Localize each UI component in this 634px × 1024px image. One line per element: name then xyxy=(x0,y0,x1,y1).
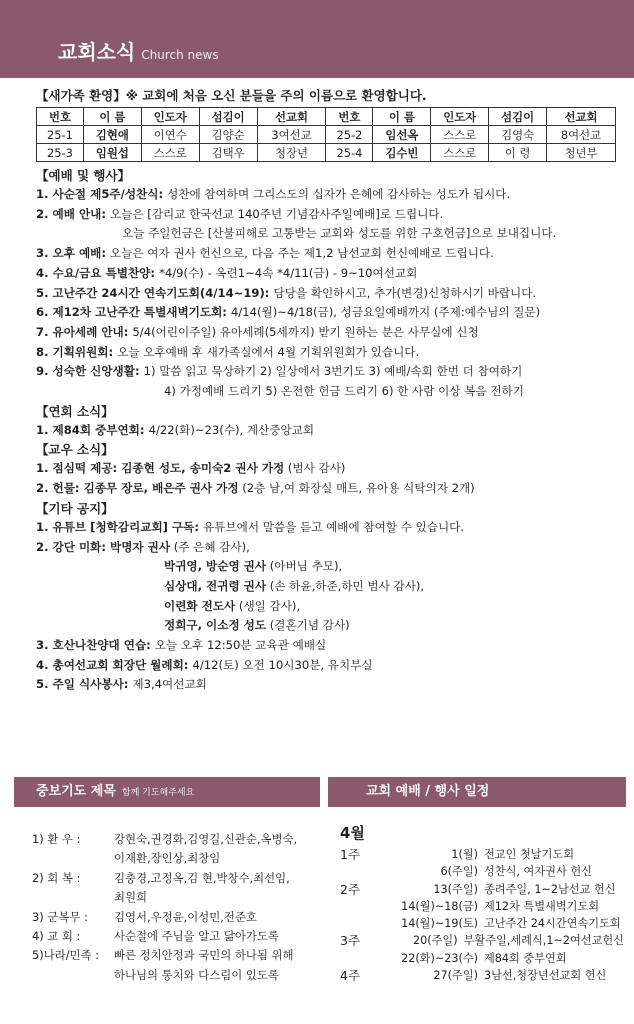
cell: 스스로 xyxy=(431,126,489,144)
item-text: (생일 감사), xyxy=(235,598,301,613)
col-header: 번호 xyxy=(326,108,373,126)
worship-item xyxy=(36,303,616,323)
schedule-date: 14(월)~19(토) xyxy=(401,917,478,931)
prayer-subtitle: 함께 기도해주세요 xyxy=(121,788,195,798)
prayer-label: 1) 환 우 : xyxy=(32,832,81,846)
item-names: 김종무 장로, 배은주 권사 가정 xyxy=(83,481,239,496)
newcomers-table xyxy=(36,107,616,162)
cell: 임선옥 xyxy=(373,126,431,144)
other-item xyxy=(36,518,616,538)
cell: 김택우 xyxy=(199,144,257,162)
other-item xyxy=(36,656,616,676)
schedule-event: 제12차 특별새벽기도회 xyxy=(484,899,600,913)
page-title xyxy=(58,36,219,65)
list-item xyxy=(340,863,624,880)
main-content xyxy=(36,86,616,695)
worship-item xyxy=(36,264,616,284)
item-label: 1. 사순절 제5주/성찬식: xyxy=(36,187,168,201)
prayer-label: 4) 교 회 : xyxy=(32,929,81,944)
list-item xyxy=(340,915,624,932)
prayer-label: 5)나라/민족 : xyxy=(32,948,100,963)
item-text: 4/14(월)~4/18(금), 성금요일예배까지 (주제:예수님의 질문) xyxy=(230,305,541,320)
list-item xyxy=(32,908,322,927)
item-label: 1. 유튜브 [청학감리교회] 구독: xyxy=(36,519,204,534)
prayer-line: 김영서,우정윤,이성민,전준호 xyxy=(114,909,257,924)
item-text: 유튜브에서 말씀을 듣고 예배에 참여할 수 있습니다. xyxy=(203,519,465,534)
schedule-week: 1주 xyxy=(340,847,361,862)
item-text: (2층 남,여 화장실 매트, 유아용 식탁의자 2개) xyxy=(238,481,475,496)
item-text: 4) 가정예배 드리기 5) 온전한 헌금 드리기 6) 한 사람 이상 복음 전하기 xyxy=(164,384,524,399)
cell: 8여선교 xyxy=(547,126,616,144)
schedule-title: 교회 예배 / 행사 일정 xyxy=(366,784,490,799)
prayer-title: 중보기도 제목 xyxy=(36,784,116,799)
schedule-date: 22(화)~23(수) xyxy=(401,951,478,965)
table-row xyxy=(37,126,616,144)
item-label: 8. 기획위원회: xyxy=(36,344,118,359)
item-label: 6. 제12차 고난주간 특별새벽기도회: xyxy=(36,305,231,320)
item-text: 5/4(어린이주일) 유아세례(5세까지) 받기 원하는 분은 사무실에 신청 xyxy=(132,324,479,339)
item-names: 김종현 성도, 송미숙2 권사 가정 xyxy=(121,461,285,476)
item-text: 오늘 오후예배 후 새가족실에서 4월 기획위원회가 있습니다. xyxy=(117,344,420,359)
schedule-month: 4월 xyxy=(340,824,365,842)
newcomers-heading: 【새가족 환영】※ 교회에 처음 오신 분들을 주의 이름으로 환영합니다. xyxy=(36,88,427,103)
cell: 이 령 xyxy=(489,144,547,162)
item-label: 2. 강단 미화: xyxy=(36,539,111,554)
cell: 25-3 xyxy=(37,144,84,162)
item-label: 3. 오후 예배: xyxy=(36,246,111,261)
item-text: 오늘 오후 12:50분 교육관 예배실 xyxy=(154,638,327,653)
worship-item xyxy=(36,205,616,225)
item-text: (주 은혜 감사), xyxy=(170,539,250,554)
item-names: 박귀영, 방순영 권사 xyxy=(164,559,267,574)
item-label: 3. 호산나찬양대 연습: xyxy=(36,638,155,653)
list-item xyxy=(340,881,624,898)
item-label: 5. 주일 식사봉사: xyxy=(36,677,133,692)
item-label: 7. 유아세례 안내: xyxy=(36,324,133,339)
worship-item xyxy=(36,185,616,205)
col-header: 선교회 xyxy=(547,108,616,126)
cell: 이연수 xyxy=(141,126,199,144)
list-item xyxy=(340,846,624,863)
prayer-line: 김충경,고정옥,김 현,박창수,최선임, xyxy=(114,870,290,885)
schedule-event: 종려주일, 1~2남선교 헌신 xyxy=(484,882,616,896)
item-label: 4. 총여선교회 회장단 월례회: xyxy=(36,657,193,672)
schedule-event: 성찬식, 여자권사 헌신 xyxy=(484,865,592,879)
list-item xyxy=(32,830,322,869)
item-label: 5. 고난주간 24시간 연속기도회(4/14~19): xyxy=(36,285,274,300)
worship-item xyxy=(36,362,616,382)
schedule-date: 1(월) xyxy=(451,848,478,861)
col-header: 섬김이 xyxy=(199,108,257,126)
prayer-text xyxy=(114,830,322,869)
worship-item xyxy=(36,343,616,363)
schedule-date: 27(주일) xyxy=(433,969,478,983)
schedule-date: 6(주일) xyxy=(440,865,478,879)
other-item xyxy=(36,538,616,558)
schedule-date: 13(주일) xyxy=(433,882,478,896)
prayer-label: 2) 회 복 : xyxy=(32,870,81,885)
col-header: 섬김이 xyxy=(489,108,547,126)
schedule-date: 14(월)~18(금) xyxy=(401,899,478,913)
other-heading: 【기타 공지】 xyxy=(36,500,114,516)
worship-heading: 【예배 및 행사】 xyxy=(36,168,131,183)
item-names: 정희구, 이소정 성도 xyxy=(164,618,267,633)
prayer-line: 빠른 정치안정과 국민의 하나됨 위해 xyxy=(114,948,294,963)
schedule-date: 20(주일) xyxy=(412,934,458,948)
prayer-text xyxy=(114,908,322,927)
schedule-event: 전교인 첫날기도회 xyxy=(484,848,575,861)
list-item xyxy=(340,950,624,967)
members-item xyxy=(36,459,616,479)
item-names: 심상대, 전귀령 권사 xyxy=(164,578,267,593)
worship-item xyxy=(36,382,616,402)
item-text: 담당을 확인하시고, 추가(변경)신청하시기 바랍니다. xyxy=(273,285,537,300)
federation-item xyxy=(36,421,616,441)
prayer-line: 하나님의 통치와 다스림이 있도록 xyxy=(114,967,279,982)
schedule-list xyxy=(340,822,624,984)
item-text: 제3,4여선교회 xyxy=(132,677,207,692)
item-text: 1) 말씀 읽고 묵상하기 2) 일상에서 3번기도 3) 예배/속회 한번 더 참여하기 xyxy=(143,364,523,379)
item-label: 1. 점심떡 제공: xyxy=(36,461,122,476)
prayer-line: 최원희 xyxy=(114,890,148,905)
cell: 25-4 xyxy=(326,144,373,162)
prayer-line: 강현숙,권경화,김영길,신관순,옥병숙, xyxy=(114,832,298,846)
item-label: 2. 예배 안내: xyxy=(36,206,111,221)
federation-heading: 【연회 소식】 xyxy=(36,403,114,419)
cell: 25-1 xyxy=(37,126,84,144)
prayer-line: 사순절에 주님을 알고 닮아가도록 xyxy=(114,929,279,944)
prayer-section-header xyxy=(14,777,320,807)
item-text: 4/22(화)~23(수), 계산중앙교회 xyxy=(148,422,315,437)
newcomers-header-row xyxy=(37,108,616,126)
item-text: (결혼기념 감사) xyxy=(266,618,350,633)
prayer-text xyxy=(114,946,322,985)
schedule-event: 제84회 중부연회 xyxy=(484,951,567,965)
col-header: 번호 xyxy=(37,108,84,126)
item-text: *4/9(수) - 옥련1~4속 *4/11(금) - 9~10여선교회 xyxy=(159,265,418,280)
item-text: (범사 감사) xyxy=(284,461,346,476)
table-row xyxy=(37,144,616,162)
item-text: 오늘 주일헌금은 [산불피해로 고통받는 교회와 성도를 위한 구호헌금]으로 보내집니다. xyxy=(122,226,557,241)
cell: 김현애 xyxy=(83,126,141,144)
cell: 임원섭 xyxy=(83,144,141,162)
schedule-week: 4주 xyxy=(340,968,361,984)
prayer-text xyxy=(114,869,322,908)
cell: 김수빈 xyxy=(373,144,431,162)
schedule-section-header xyxy=(328,777,626,807)
schedule-week xyxy=(340,950,374,967)
item-names: 이련화 전도사 xyxy=(164,598,236,613)
item-label: 4. 수요/금요 특별찬양: xyxy=(36,265,160,280)
schedule-week xyxy=(340,898,374,915)
other-item xyxy=(36,597,616,617)
schedule-week xyxy=(340,863,374,880)
schedule-event: 고난주간 24시간연속기도회 xyxy=(484,917,621,931)
worship-item xyxy=(36,244,616,264)
item-label: 1. 제84회 중부연회: xyxy=(36,422,149,437)
list-item xyxy=(340,967,624,984)
prayer-line: 이재환,장인상,최창임 xyxy=(114,851,221,866)
worship-item xyxy=(36,323,616,343)
list-item xyxy=(32,927,322,946)
cell: 스스로 xyxy=(431,144,489,162)
schedule-week xyxy=(340,915,374,932)
item-text: (손 하윤,하준,하민 범사 감사), xyxy=(266,578,425,593)
item-label: 2. 헌물: xyxy=(36,481,84,496)
worship-item xyxy=(36,284,616,304)
col-header: 선교회 xyxy=(257,108,326,126)
item-label: 9. 성숙한 신앙생활: xyxy=(36,364,144,379)
list-item xyxy=(32,946,322,985)
schedule-event: 3남선,청장년선교회 헌신 xyxy=(484,969,607,983)
cell: 3여선교 xyxy=(257,126,326,144)
members-item xyxy=(36,479,616,499)
prayer-label: 3) 군복무 : xyxy=(32,909,88,924)
item-text: 오늘은 [감리교 한국선교 140주년 기념감사주일예배]로 드립니다. xyxy=(110,206,444,221)
cell: 25-2 xyxy=(326,126,373,144)
col-header: 이 름 xyxy=(373,108,431,126)
schedule-week: 3주 xyxy=(340,933,361,949)
cell: 스스로 xyxy=(141,144,199,162)
schedule-event: 부활주일,세례식,1~2여선교헌신 xyxy=(463,934,624,948)
item-text: 오늘은 여자 권사 헌신으로, 다음 주는 제1,2 남선교회 헌신예배로 드립니다. xyxy=(110,246,494,261)
prayer-list xyxy=(32,830,322,985)
list-item xyxy=(32,869,322,908)
other-item xyxy=(36,616,616,636)
cell: 김양순 xyxy=(199,126,257,144)
cell: 청년부 xyxy=(547,144,616,162)
members-heading: 【교우 소식】 xyxy=(36,442,114,458)
cell: 김영숙 xyxy=(489,126,547,144)
item-text: 4/12(토) 오전 10시30분, 유치부실 xyxy=(192,657,373,672)
item-names: 박명자 권사 xyxy=(110,539,171,554)
header-bar xyxy=(0,0,634,78)
col-header: 인도자 xyxy=(431,108,489,126)
page-subtitle: Church news xyxy=(141,48,219,62)
item-text: 성찬에 참여하며 그리스도의 십자가 은혜에 감사하는 성도가 됩시다. xyxy=(167,187,511,201)
worship-item xyxy=(36,224,616,244)
col-header: 이 름 xyxy=(83,108,141,126)
schedule-week: 2주 xyxy=(340,881,361,897)
other-item xyxy=(36,636,616,656)
page-title-text: 교회소식 xyxy=(58,40,136,64)
cell: 청장년 xyxy=(257,144,326,162)
prayer-text xyxy=(114,927,322,946)
list-item xyxy=(340,932,624,949)
list-item xyxy=(340,898,624,915)
other-item xyxy=(36,577,616,597)
col-header: 인도자 xyxy=(141,108,199,126)
item-text: (아버님 추모), xyxy=(266,559,343,574)
other-item xyxy=(36,675,616,695)
other-item xyxy=(36,557,616,577)
